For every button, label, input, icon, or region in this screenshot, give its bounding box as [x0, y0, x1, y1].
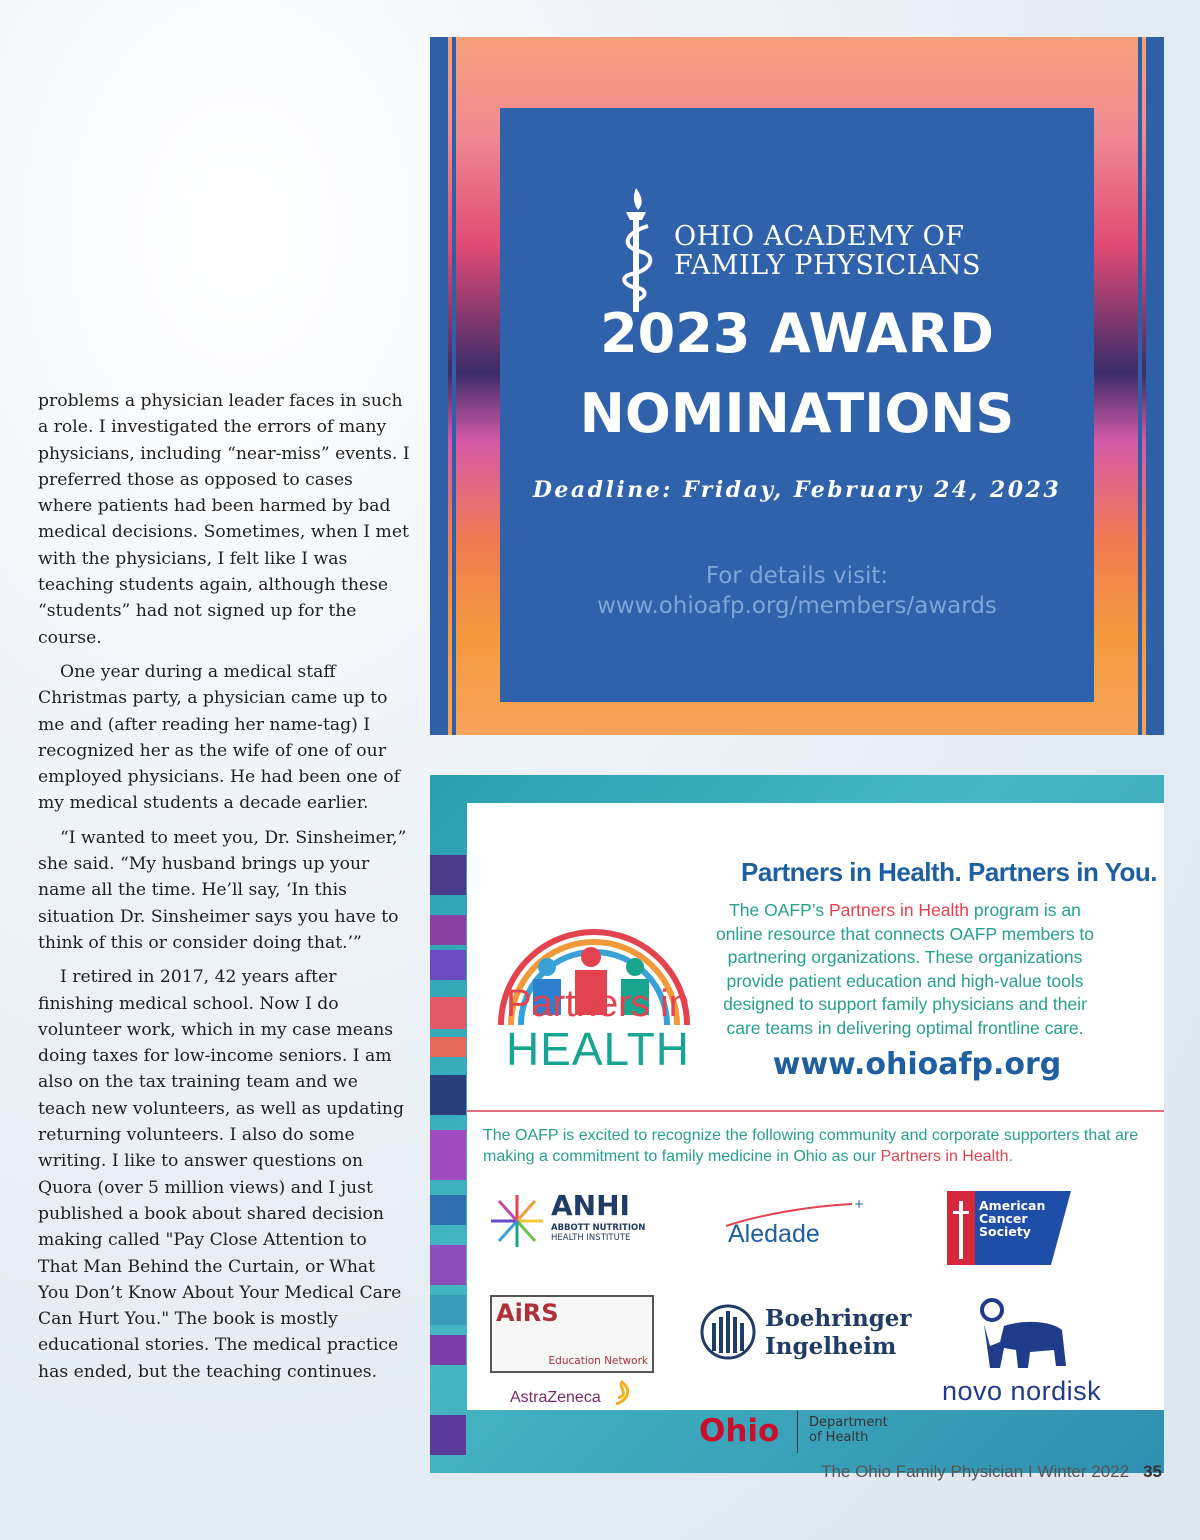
details-text	[500, 561, 1094, 621]
acs-name	[979, 1199, 1045, 1238]
acs-name-line: Society	[979, 1224, 1031, 1239]
article-paragraph: problems a physician leader faces in such a role. I investigated the errors of many physicians, including “near-miss” events. I preferred those as opposed to cases where patients had been harmed by bad medical decisions. Sometimes, when I met with the physicians, I felt like I was teaching students again, although these “students” had not signed up for the course.	[38, 391, 410, 648]
decor-bar	[430, 855, 466, 895]
anhi-subtitle: ABBOTT NUTRITION	[551, 1223, 646, 1233]
anhi-subtitle: HEALTH INSTITUTE	[551, 1233, 631, 1243]
org-name	[674, 222, 981, 280]
decor-bar	[430, 915, 466, 945]
boehringer-name	[765, 1305, 912, 1361]
decor-bar	[430, 1130, 466, 1180]
desc-rest: program is an online resource that connects OAFP members to partnering organizations. These organizations provide patient education and high-value tools designed to support family physicians and their care teams in delivering optimal frontline care.	[715, 900, 1095, 1038]
logo-word-health: HEALTH	[505, 1023, 691, 1075]
decor-bar	[430, 1335, 466, 1365]
org-name-line: OHIO ACADEMY OF	[674, 221, 965, 252]
article-paragraph: “I wanted to meet you, Dr. Sinsheimer,” she said. “My husband brings up your name all the time. He’ll say, ‘In this situation Dr. Sinsheimer says you have to think of this or consider doing that.’”	[38, 827, 407, 953]
partners-in-health-ad	[430, 775, 1164, 1473]
deadline-text: Deadline: Friday, February 24, 2023	[532, 477, 1062, 503]
boehringer-logo	[699, 1303, 912, 1367]
acs-logo	[947, 1191, 1071, 1265]
recognize-prefix: The OAFP is excited to recognize the following community and corporate supporters that are making a commitment to family medicine in Ohio as our	[483, 1127, 1139, 1165]
logo-word-partners: Partners in	[506, 983, 690, 1025]
boehringer-building-icon	[699, 1303, 757, 1361]
partners-headline: Partners in Health. Partners in You.	[741, 857, 1157, 887]
recognize-highlight: Partners in Health	[880, 1148, 1009, 1165]
novo-nordisk-logo	[942, 1296, 1112, 1406]
anhi-logo	[487, 1191, 687, 1251]
astrazeneca-swirl-icon	[612, 1378, 634, 1408]
odh-name	[809, 1415, 888, 1445]
odh-name-line: Department	[809, 1415, 888, 1430]
ohio-divider	[797, 1411, 798, 1453]
decor-bar	[430, 1245, 466, 1285]
divider	[467, 1110, 1164, 1112]
decor-bar	[430, 1195, 466, 1225]
award-title-line: NOMINATIONS	[579, 382, 1015, 445]
partners-description	[705, 899, 1105, 1041]
border-stripe	[1138, 37, 1142, 735]
publication-name: The Ohio Family Physician I Winter 2022	[821, 1462, 1130, 1481]
anhi-burst-icon	[487, 1191, 547, 1251]
odh-name-line: of Health	[809, 1430, 869, 1445]
ohioafp-url-link[interactable]: www.ohioafp.org	[772, 1047, 1062, 1082]
partners-card	[467, 803, 1164, 1449]
page-footer	[821, 1462, 1162, 1482]
decor-bar	[430, 997, 466, 1029]
border-stripe	[452, 37, 456, 735]
anhi-name: ANHI	[551, 1189, 630, 1222]
decor-bar	[430, 1295, 466, 1325]
aledade-name: Aledade	[728, 1220, 820, 1248]
org-name-line: FAMILY PHYSICIANS	[674, 250, 981, 281]
airs-subtitle: Education Network	[548, 1355, 648, 1367]
article-column	[38, 388, 410, 1393]
awards-url-link[interactable]: www.ohioafp.org/members/awards	[597, 593, 997, 619]
decor-bar	[430, 1037, 466, 1057]
article-paragraph: One year during a medical staff Christmas party, a physician came up to me and (after reading her name-tag) I recognized her as the wife of one of our employed physicians. He had been one of my medical students a decade earlier.	[38, 661, 400, 814]
article-paragraph: I retired in 2017, 42 years after finishing medical school. Now I do volunteer work, which in my case means doing taxes for low-income seniors. I am also on the tax training team and we teach new volunteers, as well as updating returning volunteers. I also do some writing. I like to answer questions on Quora (over 5 million views) and I just published a book about shared decision making called "Pay Close Attention to That Man Behind the Curtain, or What You Don’t Know About Your Medical Care Can Hurt You." The book is mostly educational stories. The medical practice has ended, but the teaching continues.	[38, 967, 405, 1382]
airs-name: AiRS	[496, 1299, 559, 1327]
border-stripe	[1152, 37, 1156, 735]
svg-text:+: +	[854, 1198, 865, 1211]
recognize-suffix: .	[1008, 1148, 1013, 1165]
ohio-doh-logo	[699, 1411, 899, 1459]
acs-name-line: American	[979, 1198, 1046, 1213]
border-stripe	[438, 37, 442, 735]
recognize-text	[483, 1125, 1153, 1167]
award-title-line: 2023 AWARD	[600, 302, 994, 365]
award-panel	[500, 108, 1094, 702]
award-title	[500, 294, 1094, 454]
award-nominations-ad	[430, 37, 1164, 735]
airs-logo	[490, 1295, 654, 1373]
desc-highlight: Partners in Health	[828, 900, 970, 920]
novo-nordisk-name: novo nordisk	[942, 1376, 1102, 1406]
boehringer-name-line: Boehringer	[765, 1305, 912, 1332]
decor-bar	[430, 1415, 466, 1455]
desc-prefix: The OAFP’s	[729, 900, 829, 920]
acs-name-line: Cancer	[979, 1211, 1028, 1226]
boehringer-name-line: Ingelheim	[765, 1333, 897, 1360]
novo-bull-icon	[970, 1296, 1080, 1376]
details-label: For details visit:	[705, 563, 889, 589]
decor-bar	[430, 1075, 466, 1115]
page-number: 35	[1143, 1462, 1162, 1481]
decor-bar	[430, 950, 466, 980]
astrazeneca-name: AstraZeneca	[510, 1389, 601, 1406]
ohio-name: Ohio	[699, 1413, 780, 1449]
aledade-logo	[722, 1198, 872, 1258]
